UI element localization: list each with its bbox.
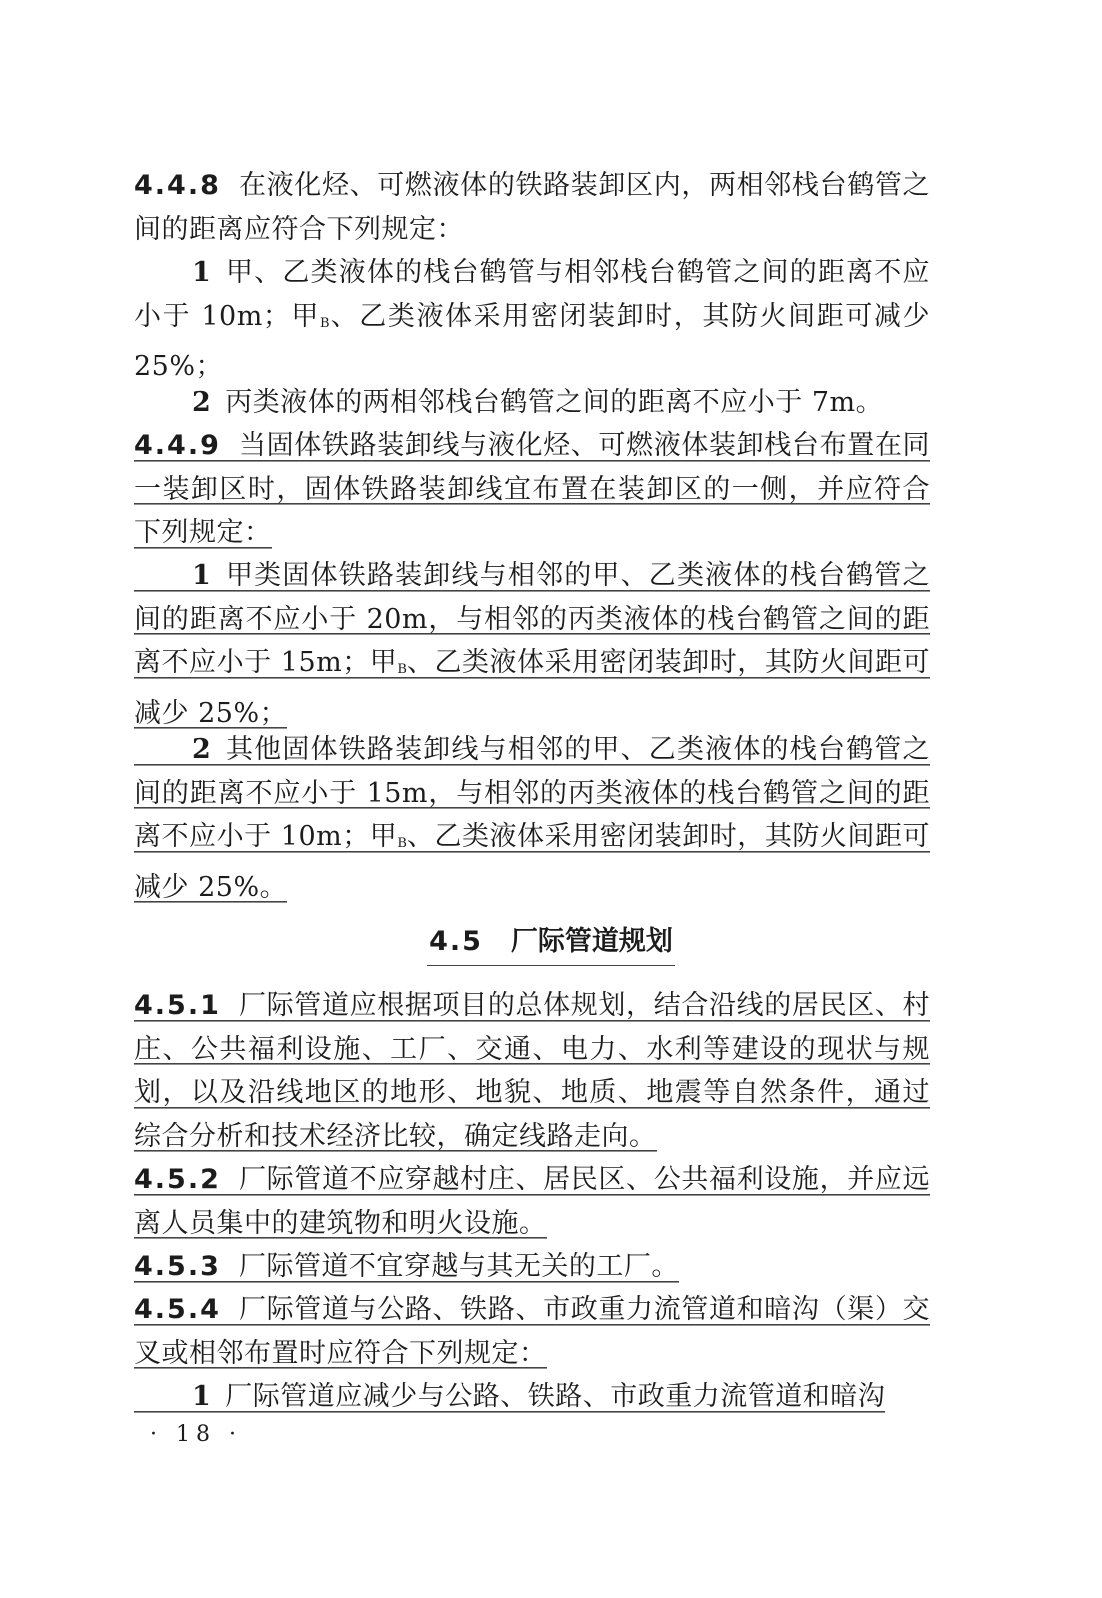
clause-number: 4.5.2 (134, 1164, 221, 1195)
item-number: 1 (192, 1381, 212, 1412)
subscript: B (320, 315, 330, 331)
item-text-b: 、乙类液体采用密闭装卸时，其防火间距可减少 25%； (134, 647, 931, 729)
clause-number: 4.5.1 (134, 990, 221, 1021)
clause-4-4-8-item-2 (134, 381, 930, 425)
item-text-b: 、乙类液体采用密闭装卸时，其防火间距可减少25%； (134, 300, 931, 382)
clause-4-4-9 (134, 424, 930, 555)
clause-text: 厂际管道应根据项目的总体规划，结合沿线的居民区、村庄、公共福利设施、工厂、交通、电力、水利等建设的现状与规划，以及沿线地区的地形、地貌、地质、地震等自然条件，通过综合分析和技术经济比较，确定线路走向。 (134, 990, 930, 1152)
clause-4-4-9-item-2 (134, 728, 930, 909)
item-text-b: 、乙类液体采用密闭装卸时，其防火间距可减少 25%。 (134, 821, 931, 903)
clause-4-5-1 (134, 984, 930, 1158)
clause-4-4-9-item-1 (134, 554, 930, 735)
clause-number: 4.4.9 (134, 430, 221, 461)
item-text-a: 甲类固体铁路装卸线与相邻的甲、乙类液体的栈台鹤管之间的距离不应小于 20m，与相邻的丙类液体的栈台鹤管之间的距离不应小于 15m；甲 (134, 560, 930, 678)
clause-text: 厂际管道与公路、铁路、市政重力流管道和暗沟（渠）交叉或相邻布置时应符合下列规定： (134, 1294, 930, 1369)
item-number: 2 (192, 734, 212, 765)
clause-4-5-3 (134, 1245, 930, 1289)
item-text: 丙类液体的两相邻栈台鹤管之间的距离不应小于 7m。 (225, 387, 884, 418)
section-title: 厂际管道规划 (510, 926, 673, 957)
item-text-a: 其他固体铁路装卸线与相邻的甲、乙类液体的栈台鹤管之间的距离不应小于 15m，与相邻的丙类液体的栈台鹤管之间的距离不应小于 10m；甲 (134, 734, 930, 852)
clause-text: 厂际管道不宜穿越与其无关的工厂。 (238, 1251, 679, 1282)
clause-4-5-2 (134, 1158, 930, 1245)
clause-4-5-4-item-1 (134, 1375, 930, 1419)
clause-4-5-4 (134, 1288, 930, 1375)
page-number: · 18 · (150, 1422, 242, 1447)
subscript: B (397, 662, 407, 677)
clause-number: 4.5.3 (134, 1251, 221, 1282)
item-number: 2 (192, 387, 212, 418)
item-number: 1 (192, 560, 212, 591)
clause-number: 4.4.8 (134, 170, 221, 201)
clause-text: 厂际管道不应穿越村庄、居民区、公共福利设施，并应远离人员集中的建筑物和明火设施。 (134, 1164, 930, 1239)
clause-4-4-8-item-1 (134, 251, 930, 389)
item-text: 厂际管道应减少与公路、铁路、市政重力流管道和暗沟 (225, 1381, 886, 1412)
item-number: 1 (192, 257, 212, 288)
item-text-a: 甲、乙类液体的栈台鹤管与相邻栈台鹤管之间的距离不应小于 10m；甲 (134, 257, 930, 332)
clause-text: 当固体铁路装卸线与液化烃、可燃液体装卸栈台布置在同一装卸区时，固体铁路装卸线宜布置在装卸区的一侧，并应符合下列规定： (134, 430, 930, 548)
section-heading (0, 920, 1102, 966)
subscript: B (397, 836, 407, 851)
clause-number: 4.5.4 (134, 1294, 221, 1325)
section-number: 4.5 (429, 926, 483, 957)
clause-4-4-8 (134, 164, 930, 251)
clause-text: 在液化烃、可燃液体的铁路装卸区内，两相邻栈台鹤管之间的距离应符合下列规定： (134, 170, 930, 245)
